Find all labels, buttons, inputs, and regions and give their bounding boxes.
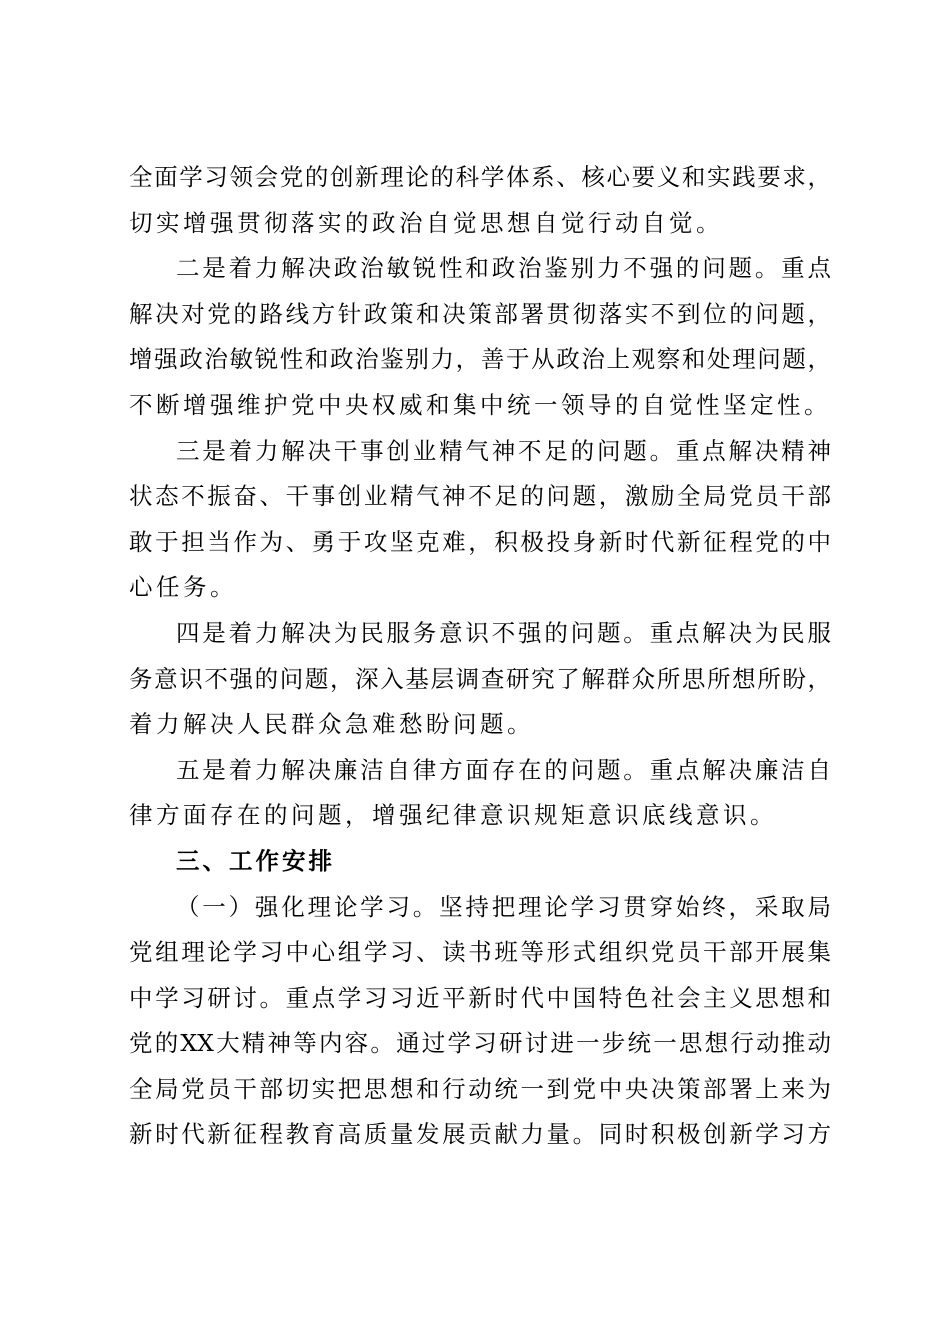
text-line: 律方面存在的问题，增强纪律意识规矩意识底线意识。 (129, 801, 777, 830)
text-line: 五是着力解决廉洁自律方面存在的问题。重点解决廉洁自 (176, 755, 831, 784)
text-line: 全面学习领会党的创新理论的科学体系、核心要义和实践要求， (129, 163, 831, 191)
text-line: 着力解决人民群众急难愁盼问题。 (129, 710, 534, 739)
text-line: 增强政治敏锐性和政治鉴别力，善于从政治上观察和处理问题， (129, 345, 831, 374)
text-line: 解决对党的路线方针政策和决策部署贯彻落实不到位的问题， (129, 299, 831, 328)
text-line: 状态不振奋、干事创业精气神不足的问题，激励全局党员干部 (129, 482, 831, 511)
text-line: （一）强化理论学习。坚持把理论学习贯穿始终，采取局 (176, 892, 831, 921)
text-line: 不断增强维护党中央权威和集中统一领导的自觉性坚定性。 (129, 390, 831, 419)
text-line: 党组理论学习中心组学习、读书班等形式组织党员干部开展集 (129, 938, 831, 967)
text-line: 全局党员干部切实把思想和行动统一到党中央决策部署上来为 (129, 1074, 831, 1103)
text-line: 四是着力解决为民服务意识不强的问题。重点解决为民服 (176, 618, 831, 647)
text-line: 党的XX大精神等内容。通过学习研讨进一步统一思想行动推动 (129, 1029, 831, 1058)
text-line: 敢于担当作为、勇于攻坚克难，积极投身新时代新征程党的中 (129, 527, 831, 556)
section-heading: 三、工作安排 (176, 846, 335, 875)
paragraph-item-two (129, 246, 831, 428)
paragraph-item-five (129, 748, 831, 839)
text-line: 中学习研讨。重点学习习近平新时代中国特色社会主义思想和 (129, 983, 831, 1012)
text-line: 三是着力解决干事创业精气神不足的问题。重点解决精神 (176, 436, 831, 465)
document-body (129, 155, 831, 1158)
paragraph-item-four (129, 611, 831, 748)
text-line: 二是着力解决政治敏锐性和政治鉴别力不强的问题。重点 (176, 254, 831, 283)
text-line: 务意识不强的问题，深入基层调查研究了解群众所思所想所盼， (129, 664, 831, 693)
text-line: 新时代新征程教育高质量发展贡献力量。同时积极创新学习方 (129, 1120, 831, 1149)
paragraph-item-three (129, 429, 831, 611)
paragraph-theory-study (129, 885, 831, 1159)
text-line: 心任务。 (129, 573, 237, 602)
text-line: 切实增强贯彻落实的政治自觉思想自觉行动自觉。 (129, 208, 723, 237)
paragraph-continuation (129, 155, 831, 246)
